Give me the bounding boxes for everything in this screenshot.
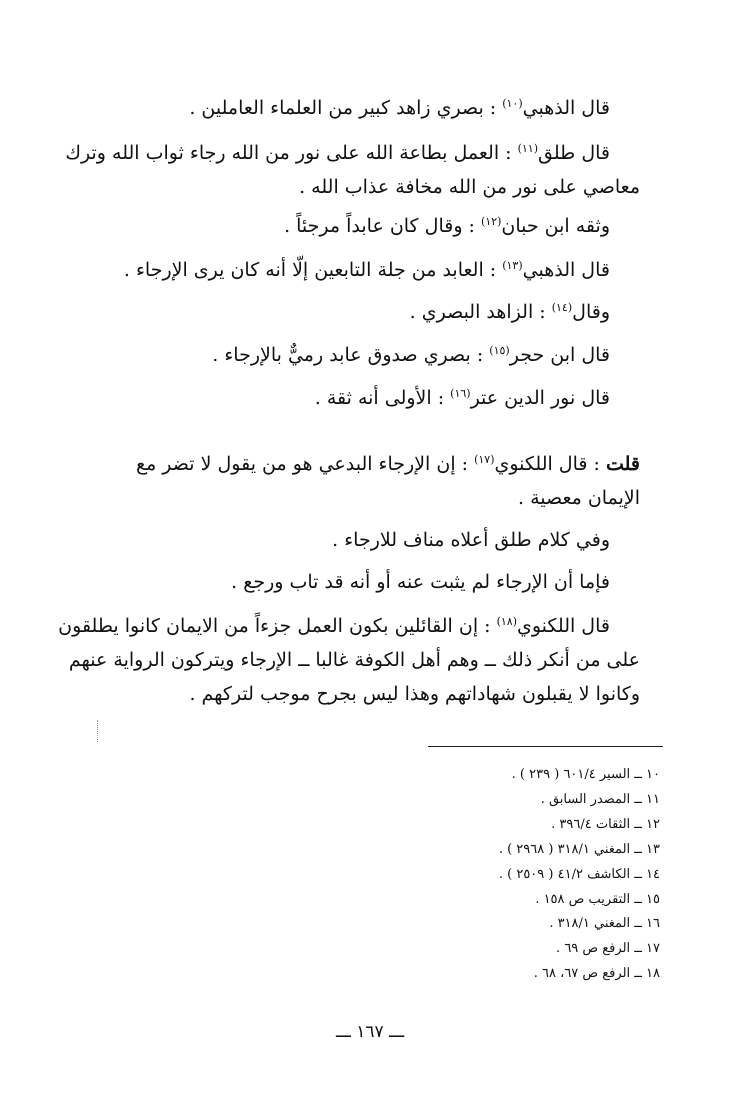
text-segment: وقال: [572, 301, 610, 323]
footnote-14: ١٤ ــ الكاشف ٤١/٢ ( ٢٥٠٩ ) .: [498, 867, 660, 882]
footnote-18: ١٨ ــ الرفع ص ٦٧، ٦٨ .: [533, 966, 660, 981]
text-line-irja-repent: [231, 568, 610, 596]
text-line-dhahabi-1: [189, 94, 610, 122]
text-line-kufa: [69, 646, 640, 674]
text-segment: قال نور الدين عتر: [470, 387, 610, 409]
text-line-talq-1: [65, 139, 610, 167]
text-line-qultu: [136, 450, 640, 478]
footnote-ref-12[interactable]: (١٢): [480, 215, 502, 228]
footnote-ref-13[interactable]: (١٣): [502, 259, 523, 272]
text-line-ibn-hibban: [284, 212, 610, 240]
text-segment: : الأولى أنه ثقة .: [314, 387, 451, 409]
footnote-11: ١١ ــ المصدر السابق .: [540, 792, 660, 807]
footnote-13: ١٣ ــ المغني ٣١٨/١ ( ٢٩٦٨ ) .: [498, 842, 660, 857]
footnote-ref-17[interactable]: (١٧): [474, 453, 495, 466]
text-line-talq-2: [299, 173, 640, 201]
text-segment: قال الذهبي: [522, 259, 610, 281]
text-segment: على من أنكر ذلك ــ وهم أهل الكوفة غالبا ــ الإرجاء ويتركون الرواية عنهم: [68, 649, 640, 671]
text-line-laknawi-2: [58, 612, 610, 640]
footnote-ref-10[interactable]: (١٠): [502, 97, 523, 110]
qultu-heading: قلت: [605, 453, 640, 475]
footnote-ref-18[interactable]: (١٨): [496, 615, 517, 628]
footnote-separator: [428, 746, 663, 747]
text-line-iman: [518, 484, 640, 512]
text-segment: قال طلق: [538, 142, 610, 164]
text-segment: : العمل بطاعة الله على نور من الله رجاء ثواب الله وترك: [65, 142, 518, 164]
text-line-qala: [410, 298, 610, 326]
text-line-nur-al-din-itr: [315, 384, 610, 412]
text-segment: : إن القائلين بكون العمل جزءاً من الايمان كانوا يطلقون: [58, 615, 497, 637]
scan-mark: [97, 720, 102, 742]
footnote-16: ١٦ ــ المغني ٣١٨/١ .: [549, 916, 660, 931]
footnote-10: ١٠ ــ السير ٦٠١/٤ ( ٢٣٩ ) .: [511, 767, 660, 782]
footnote-17: ١٧ ــ الرفع ص ٦٩ .: [556, 941, 660, 956]
text-segment: وكانوا لا يقبلون شهاداتهم وهذا ليس بجرح موجب لتركهم .: [189, 683, 640, 705]
footnote-ref-14[interactable]: (١٤): [551, 301, 573, 314]
text-line-dhahabi-2: [124, 256, 610, 284]
text-segment: : بصري زاهد كبير من العلماء العاملين .: [189, 97, 503, 119]
text-segment: وفي كلام طلق أعلاه مناف للارجاء .: [332, 529, 610, 551]
text-line-shahadat: [189, 680, 640, 708]
footnote-15: ١٥ ــ التقريب ص ١٥٨ .: [535, 892, 660, 907]
text-segment: : الزاهد البصري .: [409, 301, 552, 323]
text-segment: : العابد من جلة التابعين إلّا أنه كان يرى الإرجاء .: [123, 259, 503, 281]
text-segment: : بصري صدوق عابد رميٌّ بالإرجاء .: [212, 344, 490, 366]
text-segment: الإيمان معصية .: [518, 487, 640, 509]
text-segment: قال الذهبي: [522, 97, 610, 119]
footnote-12: ١٢ ــ الثقات ٣٩٦/٤ .: [551, 817, 660, 832]
text-line-talq-comment: [332, 526, 610, 554]
text-line-ibn-hajar: [212, 341, 610, 369]
text-segment: : إن الإرجاء البدعي هو من يقول لا تضر مع: [135, 453, 475, 475]
text-segment: معاصي على نور من الله مخافة عذاب الله .: [299, 176, 640, 198]
page-number: ـــ ١٦٧ ـــ: [335, 1022, 405, 1042]
text-segment: قال ابن حجر: [509, 344, 610, 366]
footnote-ref-16[interactable]: (١٦): [450, 387, 471, 400]
text-segment: وثقه ابن حبان: [501, 215, 610, 237]
footnote-ref-15[interactable]: (١٥): [489, 344, 510, 357]
text-segment: فإما أن الإرجاء لم يثبت عنه أو أنه قد تاب ورجع .: [231, 571, 610, 593]
text-segment: قال اللكنوي: [517, 615, 610, 637]
footnote-ref-11[interactable]: (١١): [517, 142, 539, 155]
text-segment: : وقال كان عابداً مرجئاً .: [284, 215, 481, 237]
text-segment: : قال اللكنوي: [494, 453, 606, 475]
